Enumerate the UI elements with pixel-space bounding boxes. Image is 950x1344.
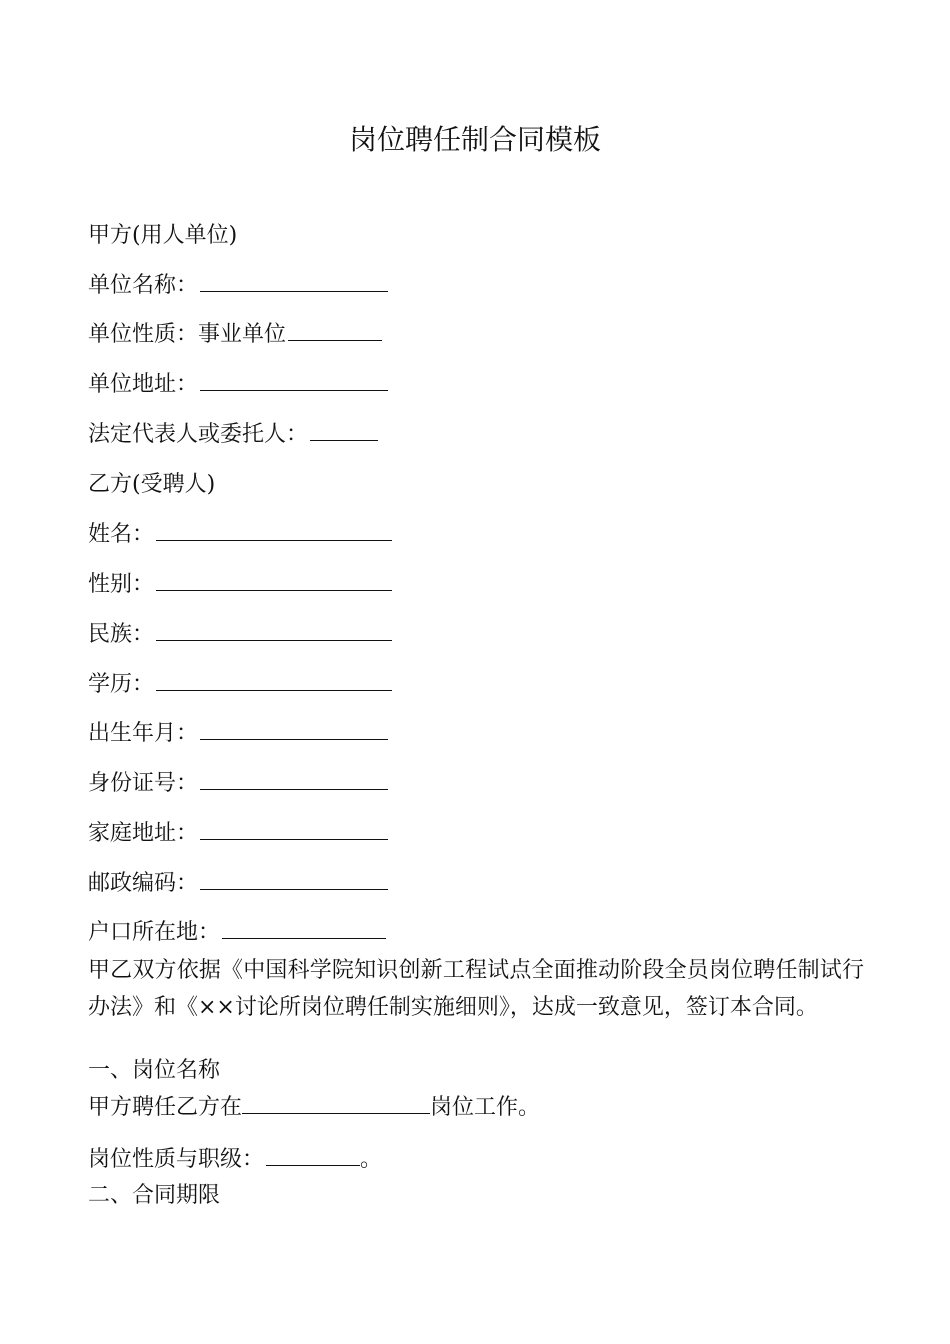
field-unit-address [88, 372, 388, 398]
field-home-address [88, 821, 388, 847]
field-label: 身份证号： [88, 771, 199, 796]
section-1-nature-line [88, 1147, 382, 1173]
field-label: 家庭地址： [88, 821, 199, 846]
blank-line[interactable] [266, 1147, 360, 1166]
blank-line[interactable] [222, 920, 386, 939]
blank-line[interactable] [200, 771, 388, 790]
field-label: 单位性质： [88, 322, 199, 347]
blank-line[interactable] [242, 1095, 430, 1114]
field-label: 户口所在地： [88, 920, 221, 945]
field-prefill: 事业单位 [198, 322, 287, 347]
field-name [88, 522, 392, 548]
field-label: 邮政编码： [88, 871, 199, 896]
field-id-number [88, 771, 388, 797]
position-suffix: 岗位工作。 [430, 1095, 541, 1120]
field-unit-name [88, 273, 388, 299]
field-label: 出生年月： [88, 721, 199, 746]
section-2-heading: 二、合同期限 [88, 1183, 221, 1208]
intro-paragraph: 甲乙双方依据《中国科学院知识创新工程试点全面推动阶段全员岗位聘任制试行办法》和《××讨论所岗位聘任制实施细则》，达成一致意见，签订本合同。 [88, 958, 864, 1020]
field-label: 性别： [88, 572, 155, 597]
field-unit-nature [88, 322, 382, 348]
field-birth-date [88, 721, 388, 747]
blank-line[interactable] [200, 721, 388, 740]
field-gender [88, 572, 392, 598]
blank-line[interactable] [156, 522, 392, 541]
field-ethnicity [88, 622, 392, 648]
field-household-registration [88, 920, 386, 946]
position-prefix: 甲方聘任乙方在 [88, 1095, 243, 1120]
blank-line[interactable] [200, 273, 388, 292]
field-label: 姓名： [88, 522, 155, 547]
blank-line[interactable] [156, 672, 392, 691]
nature-label: 岗位性质与职级： [88, 1147, 265, 1172]
blank-line[interactable] [156, 622, 392, 641]
section-1-heading: 一、岗位名称 [88, 1058, 221, 1083]
field-label: 民族： [88, 622, 155, 647]
blank-line[interactable] [288, 322, 382, 341]
field-label: 单位名称： [88, 273, 199, 298]
party-b-heading: 乙方(受聘人) [88, 472, 216, 497]
section-1-position-line [88, 1095, 540, 1121]
field-label: 学历： [88, 672, 155, 697]
party-a-heading: 甲方(用人单位) [88, 223, 238, 248]
document-title: 岗位聘任制合同模板 [348, 123, 601, 156]
field-label: 法定代表人或委托人： [88, 422, 309, 447]
blank-line[interactable] [200, 871, 388, 890]
blank-line[interactable] [200, 821, 388, 840]
blank-line[interactable] [156, 572, 392, 591]
blank-line[interactable] [310, 422, 378, 441]
nature-suffix: 。 [360, 1147, 383, 1172]
blank-line[interactable] [200, 372, 388, 391]
field-postal-code [88, 871, 388, 897]
field-label: 单位地址： [88, 372, 199, 397]
field-legal-representative [88, 422, 378, 448]
field-education [88, 672, 392, 698]
